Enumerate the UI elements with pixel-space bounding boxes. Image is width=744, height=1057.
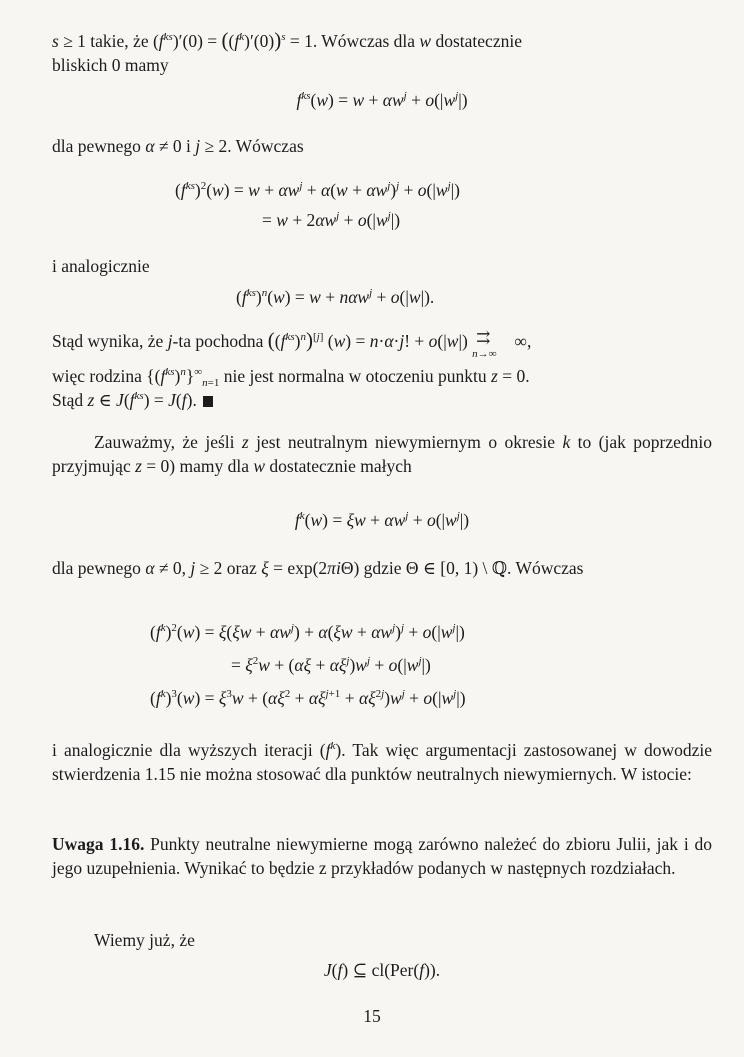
equation-5c: $(f^k)^3(w) = \xi^3w + (\alpha\xi^2 + \alpha\xi^{j+1} + \alpha\xi^{2j})w^j + o(|w^j|)$ xyxy=(150,688,466,708)
paragraph-7: i analogicznie dla wyższych iteracji $(f^k)$. Tak więc argumentacji zastosowanej w dowodzie stwierdzenia 1.15 nie można stosować dla punktów neutralnych niewymiernych. W istocie: xyxy=(52,740,712,784)
remark-text: Punkty neutralne niewymierne mogą zarówno należeć do zbioru Julii, jak i do jego uzupełnienia. Wynikać to będzie z przykładów podanych w następnych rozdziałach. xyxy=(52,834,712,878)
page-number: 15 xyxy=(363,1006,381,1026)
remark-label: Uwaga 1.16. xyxy=(52,834,145,854)
paragraph-6: dla pewnego α ≠ 0, j ≥ 2 oraz ξ = exp(2πiΘ) gdzie Θ ∈ [0, 1) \ ℚ. Wówczas xyxy=(52,558,584,578)
paragraph-2: dla pewnego α ≠ 0 i j ≥ 2. Wówczas xyxy=(52,136,304,156)
equation-5b: = $\xi^2w + (\alpha\xi + \alpha\xi^j)w^j + o(|w^j|)$ xyxy=(231,655,431,675)
qed-square-icon xyxy=(203,396,213,407)
equation-5a: $(f^k)^2(w) = \xi(\xi w + \alpha w^j) + \alpha(\xi w + \alpha w^j)^j + o(|w^j|)$ xyxy=(150,622,465,642)
paragraph-4: Stąd wynika, że j-ta pochodna $((f^{ks})^n)[j]$ (w) = n·α·j! + o(|w|) ⇉ n→∞ ∞, xyxy=(52,328,532,360)
equation-2a: $(f^{ks})^2(w) = w + \alpha w^j + \alpha(w + \alpha w^j)^j + o(|w^j|)$ xyxy=(175,180,460,200)
remark-1-16 xyxy=(52,832,712,880)
equation-final: J(f) ⊆ cl(Per(f)). xyxy=(323,960,441,980)
paragraph-4b: więc rodzina $\{(f^{ks})^n\}^\infty_{n=1}$ nie jest normalna w otoczeniu punktu z = 0. xyxy=(52,366,530,389)
equation-3: $(f^{ks})^n(w) = w + n\alpha w^j + o(|w|)$. xyxy=(236,287,435,307)
paragraph-5: Zauważmy, że jeśli z jest neutralnym niewymiernym o okresie k to (jak poprzednio przyjmując z = 0) mamy dla w dostatecznie małych xyxy=(52,432,712,476)
equation-2b: = $w + 2\alpha w^j + o(|w^j|)$ xyxy=(262,210,401,230)
paragraph-8: Wiemy już, że xyxy=(94,930,195,950)
equation-4: $f^k(w) = \xi w + \alpha w^j + o(|w^j|)$ xyxy=(294,510,470,530)
paragraph-4c: Stąd z ∈ $J(f^{ks}) = J(f)$. xyxy=(52,388,712,412)
paragraph-3: i analogicznie xyxy=(52,256,150,276)
equation-1: $f^{ks}(w) = w + \alpha w^j + o(|w^j|)$ xyxy=(296,90,468,110)
paragraph-1: s ≥ 1 takie, że $(f^{ks})'(0) = ((f^k)'(0))^s = 1$. Wówczas dla w dostatecznie bliskich 0 mamy xyxy=(52,28,522,75)
